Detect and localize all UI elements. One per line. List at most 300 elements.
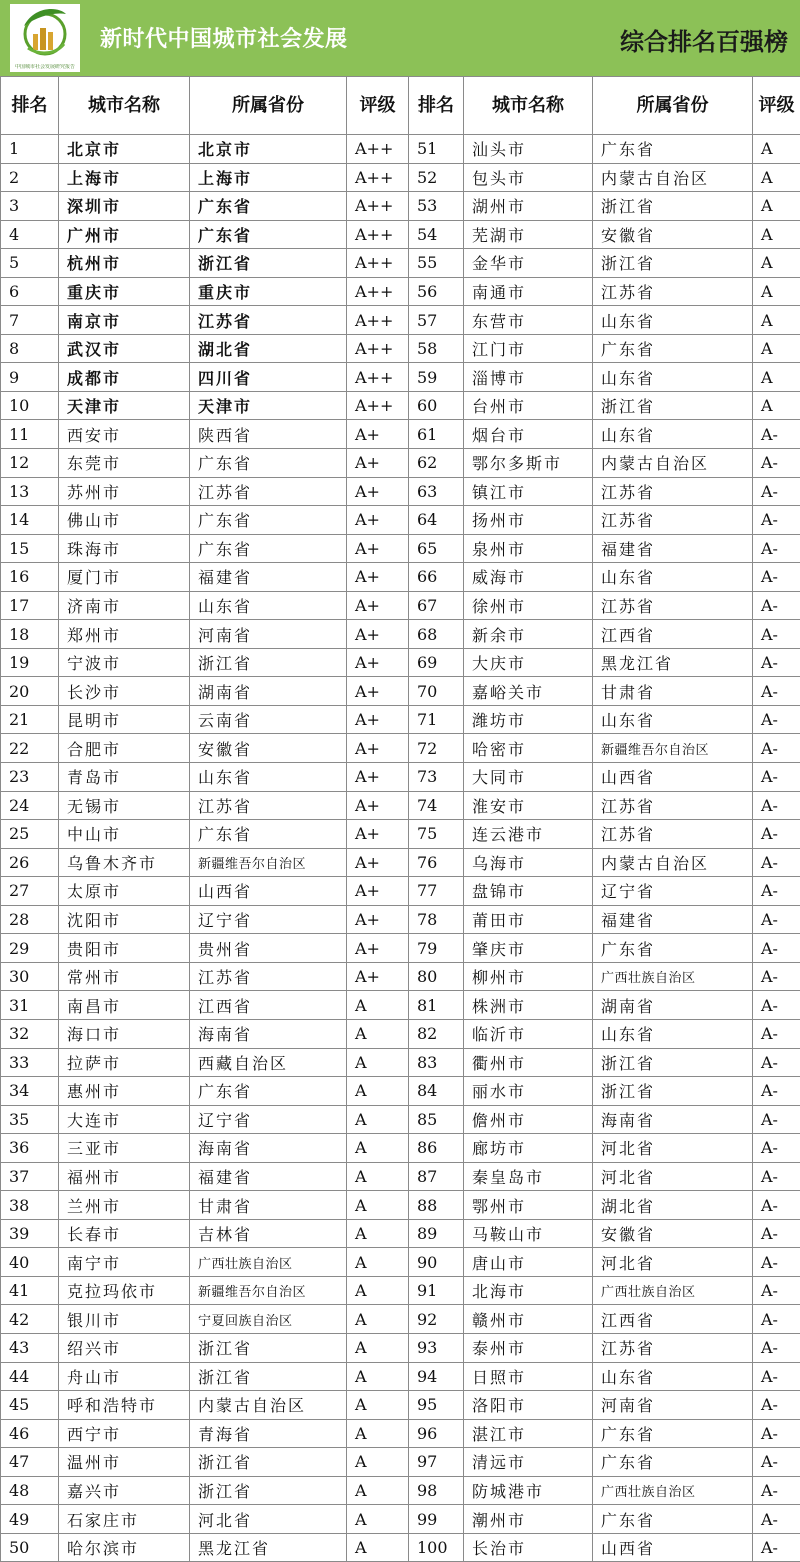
rank-cell: 49 (1, 1505, 59, 1534)
grade-cell: A++ (347, 277, 409, 306)
city-cell: 深圳市 (59, 192, 190, 221)
rank-cell: 34 (1, 1077, 59, 1106)
rank-cell: 65 (409, 534, 464, 563)
grade-cell: A (347, 1505, 409, 1534)
grade-cell: A- (753, 1248, 800, 1277)
rank-cell: 67 (409, 591, 464, 620)
grade-cell: A+ (347, 620, 409, 649)
grade-cell: A (347, 1305, 409, 1334)
city-cell: 南京市 (59, 306, 190, 335)
grade-cell: A+ (347, 934, 409, 963)
city-cell: 广州市 (59, 220, 190, 249)
table-row (1, 1048, 800, 1077)
grade-cell: A (347, 1162, 409, 1191)
table-row (1, 1419, 800, 1448)
rank-cell: 95 (409, 1391, 464, 1420)
grade-cell: A (753, 220, 800, 249)
grade-cell: A (347, 1533, 409, 1562)
table-row (1, 477, 800, 506)
table-row (1, 734, 800, 763)
grade-cell: A (347, 1476, 409, 1505)
col-header-province: 所属省份 (190, 77, 347, 135)
city-cell: 南宁市 (59, 1248, 190, 1277)
rank-cell: 12 (1, 449, 59, 478)
grade-cell: A (347, 1134, 409, 1163)
rank-cell: 26 (1, 848, 59, 877)
city-cell: 珠海市 (59, 534, 190, 563)
rank-cell: 87 (409, 1162, 464, 1191)
table-row (1, 1105, 800, 1134)
rank-cell: 92 (409, 1305, 464, 1334)
grade-cell: A- (753, 1162, 800, 1191)
grade-cell: A (753, 163, 800, 192)
grade-cell: A+ (347, 477, 409, 506)
city-cell: 盘锦市 (464, 877, 593, 906)
province-cell: 山西省 (190, 877, 347, 906)
table-row (1, 1362, 800, 1391)
province-cell: 浙江省 (190, 249, 347, 278)
province-cell: 四川省 (190, 363, 347, 392)
province-cell: 浙江省 (593, 192, 753, 221)
grade-cell: A- (753, 1333, 800, 1362)
grade-cell: A (753, 277, 800, 306)
rank-cell: 6 (1, 277, 59, 306)
table-row (1, 905, 800, 934)
city-cell: 克拉玛依市 (59, 1276, 190, 1305)
rank-cell: 58 (409, 334, 464, 363)
table-row (1, 791, 800, 820)
grade-cell: A- (753, 1048, 800, 1077)
rank-cell: 22 (1, 734, 59, 763)
province-cell: 山西省 (593, 763, 753, 792)
city-cell: 惠州市 (59, 1077, 190, 1106)
province-cell: 湖南省 (593, 991, 753, 1020)
city-cell: 台州市 (464, 391, 593, 420)
province-cell: 浙江省 (593, 391, 753, 420)
rank-cell: 44 (1, 1362, 59, 1391)
city-cell: 贵阳市 (59, 934, 190, 963)
province-cell: 新疆维吾尔自治区 (190, 1276, 347, 1305)
rank-cell: 97 (409, 1448, 464, 1477)
rank-cell: 37 (1, 1162, 59, 1191)
rank-cell: 70 (409, 677, 464, 706)
province-cell: 上海市 (190, 163, 347, 192)
rank-cell: 85 (409, 1105, 464, 1134)
grade-cell: A- (753, 449, 800, 478)
logo-caption: 中国城市社会发展研究报告 (14, 64, 75, 70)
table-row (1, 277, 800, 306)
city-cell: 昆明市 (59, 705, 190, 734)
city-cell: 江门市 (464, 334, 593, 363)
province-cell: 北京市 (190, 135, 347, 164)
province-cell: 河南省 (593, 1391, 753, 1420)
grade-cell: A- (753, 705, 800, 734)
rank-cell: 51 (409, 135, 464, 164)
city-cell: 福州市 (59, 1162, 190, 1191)
city-cell: 洛阳市 (464, 1391, 593, 1420)
grade-cell: A (753, 249, 800, 278)
grade-cell: A- (753, 1305, 800, 1334)
rank-cell: 41 (1, 1276, 59, 1305)
rank-cell: 78 (409, 905, 464, 934)
table-row (1, 962, 800, 991)
province-cell: 江苏省 (190, 962, 347, 991)
city-cell: 武汉市 (59, 334, 190, 363)
city-cell: 常州市 (59, 962, 190, 991)
table-row (1, 1448, 800, 1477)
table-row (1, 648, 800, 677)
grade-cell: A+ (347, 791, 409, 820)
rank-cell: 82 (409, 1019, 464, 1048)
city-cell: 舟山市 (59, 1362, 190, 1391)
table-row (1, 135, 800, 164)
province-cell: 河北省 (593, 1248, 753, 1277)
col-header-city: 城市名称 (464, 77, 593, 135)
rank-cell: 28 (1, 905, 59, 934)
rank-cell: 99 (409, 1505, 464, 1534)
table-row (1, 391, 800, 420)
province-cell: 广东省 (593, 1448, 753, 1477)
province-cell: 广西壮族自治区 (593, 962, 753, 991)
city-cell: 宁波市 (59, 648, 190, 677)
city-cell: 合肥市 (59, 734, 190, 763)
province-cell: 江苏省 (593, 791, 753, 820)
grade-cell: A (347, 1362, 409, 1391)
table-row (1, 506, 800, 535)
rank-cell: 98 (409, 1476, 464, 1505)
grade-cell: A (347, 1048, 409, 1077)
province-cell: 海南省 (593, 1105, 753, 1134)
province-cell: 江西省 (190, 991, 347, 1020)
grade-cell: A (347, 1105, 409, 1134)
rank-cell: 69 (409, 648, 464, 677)
grade-cell: A- (753, 1362, 800, 1391)
table-row (1, 1162, 800, 1191)
city-cell: 嘉峪关市 (464, 677, 593, 706)
province-cell: 江苏省 (190, 306, 347, 335)
city-cell: 临沂市 (464, 1019, 593, 1048)
table-row (1, 877, 800, 906)
city-cell: 无锡市 (59, 791, 190, 820)
page-title: 新时代中国城市社会发展 (100, 27, 348, 52)
city-cell: 唐山市 (464, 1248, 593, 1277)
grade-cell: A (753, 391, 800, 420)
col-header-rank: 排名 (1, 77, 59, 135)
province-cell: 甘肃省 (593, 677, 753, 706)
province-cell: 广东省 (190, 820, 347, 849)
rank-cell: 23 (1, 763, 59, 792)
grade-cell: A- (753, 1276, 800, 1305)
city-cell: 威海市 (464, 563, 593, 592)
grade-cell: A (753, 192, 800, 221)
province-cell: 广东省 (190, 506, 347, 535)
city-cell: 上海市 (59, 163, 190, 192)
city-cell: 南通市 (464, 277, 593, 306)
grade-cell: A- (753, 591, 800, 620)
city-cell: 日照市 (464, 1362, 593, 1391)
grade-cell: A- (753, 763, 800, 792)
col-header-province: 所属省份 (593, 77, 753, 135)
city-cell: 衢州市 (464, 1048, 593, 1077)
grade-cell: A+ (347, 877, 409, 906)
table-row (1, 1533, 800, 1562)
province-cell: 黑龙江省 (190, 1533, 347, 1562)
grade-cell: A- (753, 905, 800, 934)
rank-cell: 79 (409, 934, 464, 963)
rank-cell: 25 (1, 820, 59, 849)
rank-cell: 13 (1, 477, 59, 506)
city-cell: 东莞市 (59, 449, 190, 478)
province-cell: 辽宁省 (593, 877, 753, 906)
table-row (1, 420, 800, 449)
province-cell: 广西壮族自治区 (593, 1276, 753, 1305)
table-row (1, 534, 800, 563)
grade-cell: A++ (347, 249, 409, 278)
province-cell: 内蒙古自治区 (190, 1391, 347, 1420)
table-row (1, 677, 800, 706)
col-header-city: 城市名称 (59, 77, 190, 135)
city-cell: 潮州市 (464, 1505, 593, 1534)
grade-cell: A (753, 135, 800, 164)
province-cell: 江苏省 (190, 477, 347, 506)
city-cell: 包头市 (464, 163, 593, 192)
table-row (1, 1219, 800, 1248)
grade-cell: A- (753, 1219, 800, 1248)
rank-cell: 94 (409, 1362, 464, 1391)
rank-cell: 10 (1, 391, 59, 420)
province-cell: 山东省 (593, 563, 753, 592)
rank-cell: 32 (1, 1019, 59, 1048)
province-cell: 河南省 (190, 620, 347, 649)
table-row (1, 334, 800, 363)
province-cell: 内蒙古自治区 (593, 449, 753, 478)
page-subtitle: 综合排名百强榜 (620, 28, 788, 56)
city-cell: 淄博市 (464, 363, 593, 392)
province-cell: 浙江省 (190, 648, 347, 677)
grade-cell: A- (753, 1134, 800, 1163)
city-cell: 莆田市 (464, 905, 593, 934)
rank-cell: 4 (1, 220, 59, 249)
province-cell: 江西省 (593, 620, 753, 649)
city-cell: 哈尔滨市 (59, 1533, 190, 1562)
grade-cell: A++ (347, 163, 409, 192)
grade-cell: A (347, 991, 409, 1020)
rank-cell: 46 (1, 1419, 59, 1448)
grade-cell: A- (753, 1533, 800, 1562)
grade-cell: A (347, 1419, 409, 1448)
province-cell: 江苏省 (593, 477, 753, 506)
city-cell: 苏州市 (59, 477, 190, 506)
city-cell: 拉萨市 (59, 1048, 190, 1077)
rank-cell: 93 (409, 1333, 464, 1362)
province-cell: 广西壮族自治区 (593, 1476, 753, 1505)
table-row (1, 763, 800, 792)
province-cell: 甘肃省 (190, 1191, 347, 1220)
table-row (1, 1019, 800, 1048)
table-row (1, 363, 800, 392)
city-cell: 银川市 (59, 1305, 190, 1334)
city-cell: 潍坊市 (464, 705, 593, 734)
city-cell: 大连市 (59, 1105, 190, 1134)
grade-cell: A- (753, 1419, 800, 1448)
grade-cell: A- (753, 1191, 800, 1220)
rank-cell: 43 (1, 1333, 59, 1362)
grade-cell: A (347, 1333, 409, 1362)
grade-cell: A++ (347, 363, 409, 392)
province-cell: 辽宁省 (190, 1105, 347, 1134)
province-cell: 江苏省 (593, 506, 753, 535)
rank-cell: 62 (409, 449, 464, 478)
grade-cell: A+ (347, 962, 409, 991)
city-cell: 沈阳市 (59, 905, 190, 934)
province-cell: 浙江省 (593, 1077, 753, 1106)
province-cell: 安徽省 (593, 1219, 753, 1248)
province-cell: 山东省 (593, 306, 753, 335)
rank-cell: 39 (1, 1219, 59, 1248)
grade-cell: A+ (347, 763, 409, 792)
city-cell: 重庆市 (59, 277, 190, 306)
city-cell: 长沙市 (59, 677, 190, 706)
rank-cell: 80 (409, 962, 464, 991)
grade-cell: A+ (347, 449, 409, 478)
grade-cell: A (347, 1191, 409, 1220)
city-cell: 佛山市 (59, 506, 190, 535)
grade-cell: A- (753, 848, 800, 877)
rank-cell: 73 (409, 763, 464, 792)
city-cell: 三亚市 (59, 1134, 190, 1163)
table-row (1, 220, 800, 249)
city-cell: 郑州市 (59, 620, 190, 649)
rank-cell: 89 (409, 1219, 464, 1248)
province-cell: 江苏省 (190, 791, 347, 820)
grade-cell: A (347, 1219, 409, 1248)
province-cell: 浙江省 (190, 1476, 347, 1505)
city-cell: 长春市 (59, 1219, 190, 1248)
province-cell: 贵州省 (190, 934, 347, 963)
city-cell: 大同市 (464, 763, 593, 792)
province-cell: 吉林省 (190, 1219, 347, 1248)
rank-cell: 88 (409, 1191, 464, 1220)
city-cell: 湖州市 (464, 192, 593, 221)
city-cell: 徐州市 (464, 591, 593, 620)
rank-cell: 15 (1, 534, 59, 563)
province-cell: 浙江省 (190, 1448, 347, 1477)
rank-cell: 61 (409, 420, 464, 449)
province-cell: 云南省 (190, 705, 347, 734)
rank-cell: 36 (1, 1134, 59, 1163)
rank-cell: 84 (409, 1077, 464, 1106)
grade-cell: A+ (347, 534, 409, 563)
province-cell: 安徽省 (190, 734, 347, 763)
city-cell: 扬州市 (464, 506, 593, 535)
province-cell: 福建省 (190, 563, 347, 592)
rank-cell: 90 (409, 1248, 464, 1277)
city-cell: 中山市 (59, 820, 190, 849)
rank-cell: 53 (409, 192, 464, 221)
grade-cell: A++ (347, 306, 409, 335)
city-cell: 太原市 (59, 877, 190, 906)
city-cell: 柳州市 (464, 962, 593, 991)
grade-cell: A+ (347, 591, 409, 620)
rank-cell: 29 (1, 934, 59, 963)
province-cell: 福建省 (593, 534, 753, 563)
city-cell: 杭州市 (59, 249, 190, 278)
grade-cell: A- (753, 1391, 800, 1420)
grade-cell: A- (753, 506, 800, 535)
table-row (1, 163, 800, 192)
city-cell: 呼和浩特市 (59, 1391, 190, 1420)
rank-cell: 2 (1, 163, 59, 192)
province-cell: 河北省 (593, 1134, 753, 1163)
grade-cell: A- (753, 420, 800, 449)
province-cell: 广东省 (593, 135, 753, 164)
grade-cell: A- (753, 1105, 800, 1134)
table-row (1, 563, 800, 592)
table-row (1, 1134, 800, 1163)
province-cell: 河北省 (190, 1505, 347, 1534)
grade-cell: A+ (347, 905, 409, 934)
province-cell: 山东省 (593, 705, 753, 734)
grade-cell: A+ (347, 677, 409, 706)
leaf-city-logo-icon (10, 4, 80, 62)
city-cell: 淮安市 (464, 791, 593, 820)
city-cell: 长治市 (464, 1533, 593, 1562)
province-cell: 内蒙古自治区 (593, 848, 753, 877)
rank-cell: 57 (409, 306, 464, 335)
rank-cell: 5 (1, 249, 59, 278)
province-cell: 山东省 (593, 1019, 753, 1048)
city-cell: 大庆市 (464, 648, 593, 677)
rank-cell: 3 (1, 192, 59, 221)
province-cell: 青海省 (190, 1419, 347, 1448)
grade-cell: A++ (347, 334, 409, 363)
table-row (1, 848, 800, 877)
city-cell: 马鞍山市 (464, 1219, 593, 1248)
table-row (1, 1505, 800, 1534)
province-cell: 广东省 (190, 1077, 347, 1106)
grade-cell: A- (753, 1476, 800, 1505)
province-cell: 重庆市 (190, 277, 347, 306)
table-row (1, 1276, 800, 1305)
grade-cell: A++ (347, 391, 409, 420)
grade-cell: A++ (347, 192, 409, 221)
grade-cell: A+ (347, 563, 409, 592)
grade-cell: A++ (347, 135, 409, 164)
grade-cell: A+ (347, 848, 409, 877)
rank-cell: 72 (409, 734, 464, 763)
rank-cell: 38 (1, 1191, 59, 1220)
province-cell: 江苏省 (593, 277, 753, 306)
rank-cell: 81 (409, 991, 464, 1020)
grade-cell: A+ (347, 705, 409, 734)
city-cell: 西安市 (59, 420, 190, 449)
grade-cell: A- (753, 820, 800, 849)
rank-cell: 17 (1, 591, 59, 620)
table-row (1, 192, 800, 221)
table-row (1, 934, 800, 963)
table-row (1, 1333, 800, 1362)
city-cell: 丽水市 (464, 1077, 593, 1106)
grade-cell: A++ (347, 220, 409, 249)
grade-cell: A (347, 1448, 409, 1477)
table-row (1, 1391, 800, 1420)
rank-cell: 60 (409, 391, 464, 420)
province-cell: 湖北省 (190, 334, 347, 363)
grade-cell: A- (753, 877, 800, 906)
province-cell: 新疆维吾尔自治区 (593, 734, 753, 763)
grade-cell: A- (753, 1448, 800, 1477)
table-row (1, 449, 800, 478)
